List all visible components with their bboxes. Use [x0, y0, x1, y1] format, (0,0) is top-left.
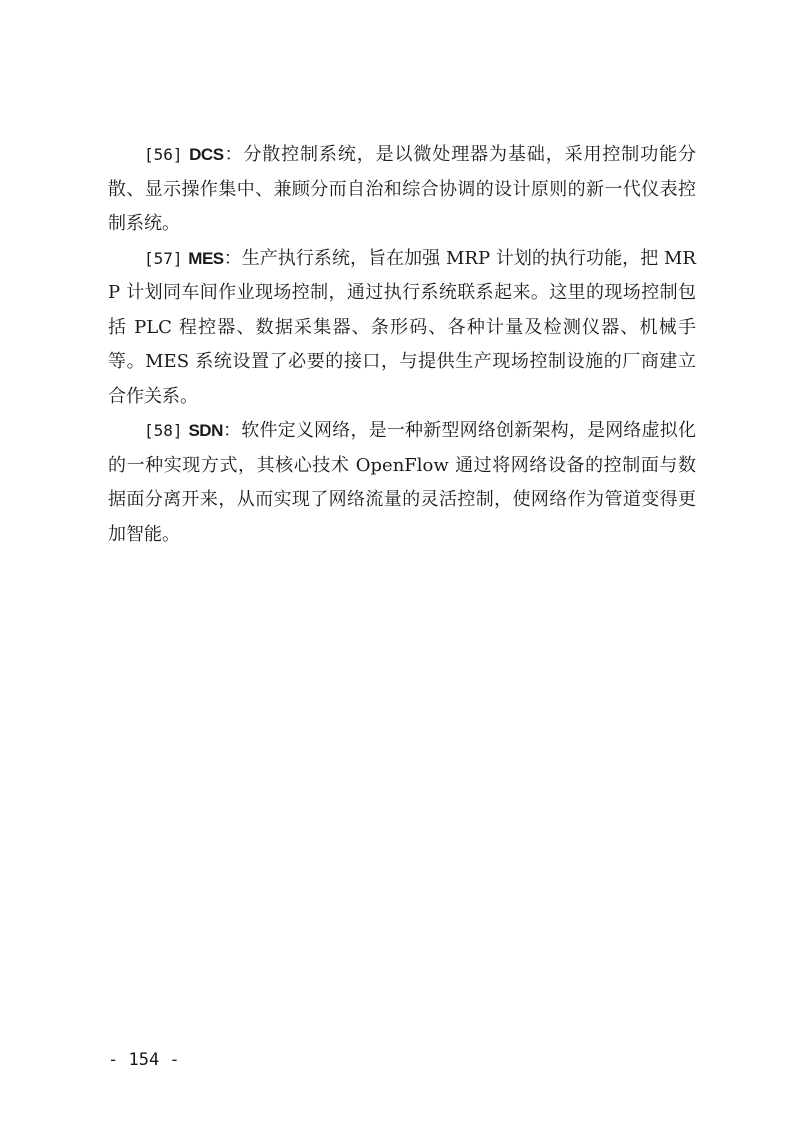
- footnote-entry-58: [108, 414, 696, 552]
- footnote-number: [57]: [144, 248, 183, 268]
- footnote-text: 软件定义网络，是一种新型网络创新架构，是网络虚拟化的一种实现方式，其核心技术 OpenFlow 通过将网络设备的控制面与数据面分离开来，从而实现了网络流量的灵活控制，使网络作为管道变得更加智能。: [108, 420, 696, 545]
- footnote-text: 分散控制系统，是以微处理器为基础，采用控制功能分散、显示操作集中、兼顾分而自治和综合协调的设计原则的新一代仪表控制系统。: [108, 144, 696, 234]
- footnote-separator: ：: [223, 144, 244, 165]
- footnote-separator: ：: [222, 420, 242, 441]
- footnote-term: SDN: [188, 421, 223, 440]
- footnote-separator: ：: [223, 247, 242, 269]
- footnote-term: MES: [188, 248, 224, 268]
- footnote-entry-56: [108, 138, 696, 242]
- page-number: - 154 -: [108, 1050, 180, 1070]
- footnote-text: 生产执行系统，旨在加强 MRP 计划的执行功能，把 MRP 计划同车间作业现场控制，通过执行系统联系起来。这里的现场控制包括 PLC 程控器、数据采集器、条形码、各种计量及检测仪器、机械手等。MES 系统设置了必要的接口，与提供生产现场控制设施的厂商建立合作关系。: [108, 247, 696, 407]
- footnote-number: [58]: [144, 421, 183, 440]
- footnote-term: DCS: [189, 145, 224, 164]
- footnote-entry-57: [108, 242, 696, 415]
- document-body: [108, 138, 696, 552]
- footnote-number: [56]: [144, 145, 183, 164]
